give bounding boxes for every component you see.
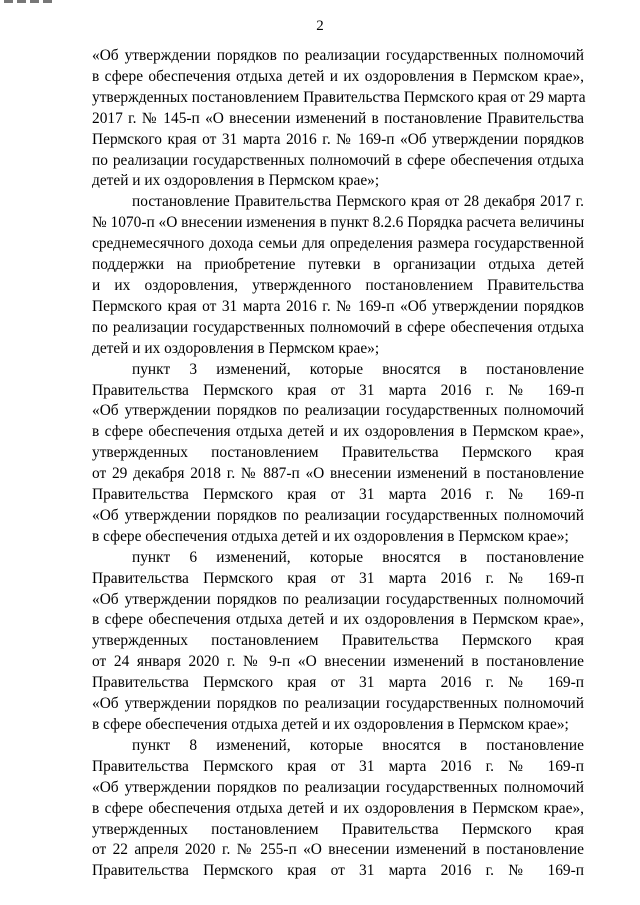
paragraph bbox=[92, 46, 584, 192]
text-line: от 22 апреля 2020 г. № 255-п «О внесении изменений в постановление bbox=[92, 841, 584, 859]
text-line: в сфере обеспечения отдыха детей и их оздоровления в Пермском крае», bbox=[92, 423, 584, 441]
text-line: № 1070-п «О внесении изменения в пункт 8.2.6 Порядка расчета величины bbox=[92, 214, 585, 232]
text-line: среднемесячного дохода семьи для определения размера государственной bbox=[92, 235, 584, 253]
page-number: 2 bbox=[316, 18, 324, 34]
text-line: постановление Правительства Пермского края от 28 декабря 2017 г. bbox=[132, 193, 584, 211]
text-line: и их оздоровления, утвержденного постановлением Правительства bbox=[92, 276, 584, 294]
scan-artifact bbox=[4, 0, 56, 3]
paragraph bbox=[92, 736, 584, 882]
text-line: в сфере обеспечения отдыха детей и их оздоровления в Пермском крае», bbox=[92, 611, 584, 629]
text-line: «Об утверждении порядков по реализации государственных полномочий bbox=[92, 506, 584, 524]
text-line: «Об утверждении порядков по реализации государственных полномочий bbox=[92, 590, 584, 608]
text-line: Правительства Пермского края от 31 марта 2016 г. № 169-п bbox=[92, 486, 584, 504]
text-line: поддержки на приобретение путевки в организации отдыха детей bbox=[92, 256, 584, 274]
text-line: в сфере обеспечения отдыха детей и их оздоровления в Пермском крае», bbox=[92, 67, 584, 85]
text-line: Правительства Пермского края от 31 марта 2016 г. № 169-п bbox=[92, 674, 584, 692]
text-line: «Об утверждении порядков по реализации государственных полномочий bbox=[92, 402, 584, 420]
text-line: Пермского края от 31 марта 2016 г. № 169-п «Об утверждении порядков bbox=[92, 297, 584, 315]
text-line: в сфере обеспечения отдыха детей и их оздоровления в Пермском крае», bbox=[92, 799, 584, 817]
text-line: утвержденных постановлением Правительства Пермского края bbox=[92, 632, 584, 650]
text-line: в сфере обеспечения отдыха детей и их оздоровления в Пермском крае»; bbox=[92, 527, 569, 545]
text-line: пункт 3 изменений, которые вносятся в постановление bbox=[132, 360, 584, 378]
text-line: 2017 г. № 145-п «О внесении изменений в постановление Правительства bbox=[92, 109, 584, 127]
text-line: Правительства Пермского края от 31 марта 2016 г. № 169-п bbox=[92, 569, 584, 587]
text-line: Правительства Пермского края от 31 марта 2016 г. № 169-п bbox=[92, 757, 584, 775]
text-line: детей и их оздоровления в Пермском крае»; bbox=[92, 339, 380, 357]
text-line: «Об утверждении порядков по реализации государственных полномочий bbox=[92, 695, 584, 713]
text-line: пункт 6 изменений, которые вносятся в постановление bbox=[132, 548, 584, 566]
text-line: от 29 декабря 2018 г. № 887-п «О внесении изменений в постановление bbox=[92, 465, 584, 483]
text-line: Правительства Пермского края от 31 марта 2016 г. № 169-п bbox=[92, 862, 584, 880]
paragraph bbox=[92, 548, 584, 736]
text-line: от 24 января 2020 г. № 9-п «О внесении изменений в постановление bbox=[92, 653, 584, 671]
text-line: по реализации государственных полномочий в сфере обеспечения отдыха bbox=[92, 318, 584, 336]
text-line: в сфере обеспечения отдыха детей и их оздоровления в Пермском крае»; bbox=[92, 716, 569, 733]
text-line: детей и их оздоровления в Пермском крае»; bbox=[92, 172, 380, 190]
paragraph bbox=[92, 192, 584, 359]
paragraph bbox=[92, 360, 584, 548]
text-line: «Об утверждении порядков по реализации государственных полномочий bbox=[92, 778, 584, 796]
text-line: пункт 8 изменений, которые вносятся в постановление bbox=[132, 736, 584, 754]
text-line: утвержденных постановлением Правительства Пермского края от 29 марта bbox=[92, 88, 586, 106]
text-line: утвержденных постановлением Правительства Пермского края bbox=[92, 444, 584, 462]
text-line: по реализации государственных полномочий в сфере обеспечения отдыха bbox=[92, 151, 584, 169]
text-line: «Об утверждении порядков по реализации государственных полномочий bbox=[92, 47, 584, 64]
text-line: Пермского края от 31 марта 2016 г. № 169-п «Об утверждении порядков bbox=[92, 130, 584, 148]
document-body bbox=[92, 46, 584, 882]
text-line: Правительства Пермского края от 31 марта 2016 г. № 169-п bbox=[92, 381, 584, 399]
text-line: утвержденных постановлением Правительства Пермского края bbox=[92, 820, 584, 838]
